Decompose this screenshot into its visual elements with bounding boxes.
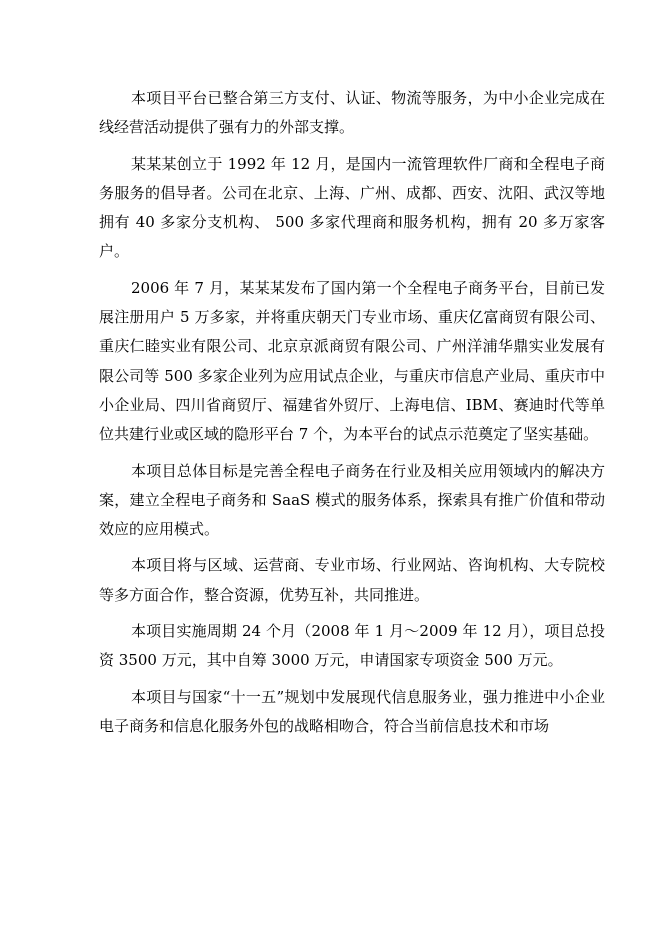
paragraph-national-strategy: 本项目与国家“十一五”规划中发展现代信息服务业，强力推进中小企业电子商务和信息化服务外包的战略相吻合，符合当前信息技术和市场 [99,687,605,735]
document-body [99,84,605,748]
paragraph-platform-launch: 2006 年 7 月，某某某发布了国内第一个全程电子商务平台，目前已发展注册用户 5 万多家，并将重庆朝天门专业市场、重庆亿富商贸有限公司、重庆仁睦实业有限公司、北京京派商贸有限公司、广州洋浦华鼎实业发展有限公司等 500 多家企业列为应用试点企业，与重庆市信息产业局、重庆市中小企业局、四川省商贸厅、福建省外贸厅、上海电信、IBM、赛迪时代等单位共建行业或区域的隐形平台 7 个，为本平台的试点示范奠定了坚实基础。 [99,278,605,444]
paragraph-cooperation: 本项目将与区域、运营商、专业市场、行业网站、咨询机构、大专院校等多方面合作，整合资源，优势互补，共同推进。 [99,556,605,604]
paragraph-overall-goal: 本项目总体目标是完善全程电子商务在行业及相关应用领域内的解决方案，建立全程电子商务和 SaaS 模式的服务体系，探索具有推广价值和带动效应的应用模式。 [99,461,605,539]
paragraph-platform-integration: 本项目平台已整合第三方支付、认证、物流等服务，为中小企业完成在线经营活动提供了强有力的外部支撑。 [99,89,605,137]
paragraph-schedule-investment: 本项目实施周期 24 个月（2008 年 1 月～2009 年 12 月），项目总投资 3500 万元，其中自筹 3000 万元，申请国家专项资金 500 万元。 [99,622,605,670]
paragraph-company-intro: 某某某创立于 1992 年 12 月，是国内一流管理软件厂商和全程电子商务服务的倡导者。公司在北京、上海、广州、成都、西安、沈阳、武汉等地拥有 40 多家分支机构、 500 多家代理商和服务机构，拥有 20 多万家客户。 [99,154,605,261]
